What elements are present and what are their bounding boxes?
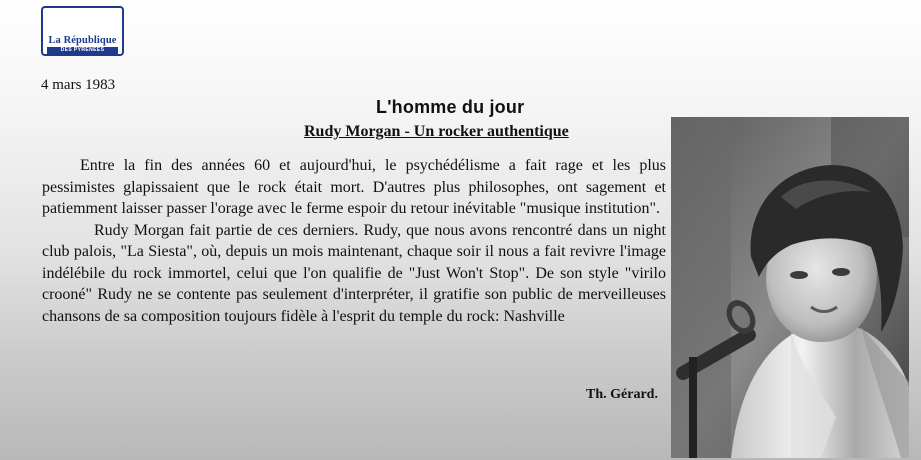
portrait-photo — [671, 117, 909, 458]
newspaper-logo — [41, 6, 124, 56]
article-body — [42, 155, 666, 327]
article-paragraph-2: Rudy Morgan fait partie de ces derniers. Rudy, que nous avons rencontré dans un night club palois, "La Siesta", où, depuis un mois maintenant, chaque soir il nous a fait revivre l'image indélébile du rock immortel, celui que l'on qualifie de "Just Won't Stop". De son style "virilo crooné" Rudy ne se contente pas seulement d'interpréter, il gratifie son public de merveilleuses chansons de sa composition toujours fidèle à l'esprit du temple du rock: Nashville — [42, 221, 666, 325]
article-signature: Th. Gérard. — [586, 387, 658, 402]
article-paragraph-1: Entre la fin des années 60 et aujourd'hui, le psychédélisme a fait rage et les plus pessimistes glapissaient que le rock était mort. D'autres plus philosophes, ont sagement et patiemment laisser passer l'orage avec le ferme espoir du retour inévitable "musique institution". — [42, 157, 666, 217]
article-heading: L'homme du jour — [376, 97, 525, 117]
article-subheading: Rudy Morgan - Un rocker authentique — [304, 123, 569, 140]
article-date: 4 mars 1983 — [41, 77, 116, 93]
logo-subtitle: DES PYRÉNÉES — [47, 47, 118, 54]
logo-title: La République — [48, 35, 117, 46]
